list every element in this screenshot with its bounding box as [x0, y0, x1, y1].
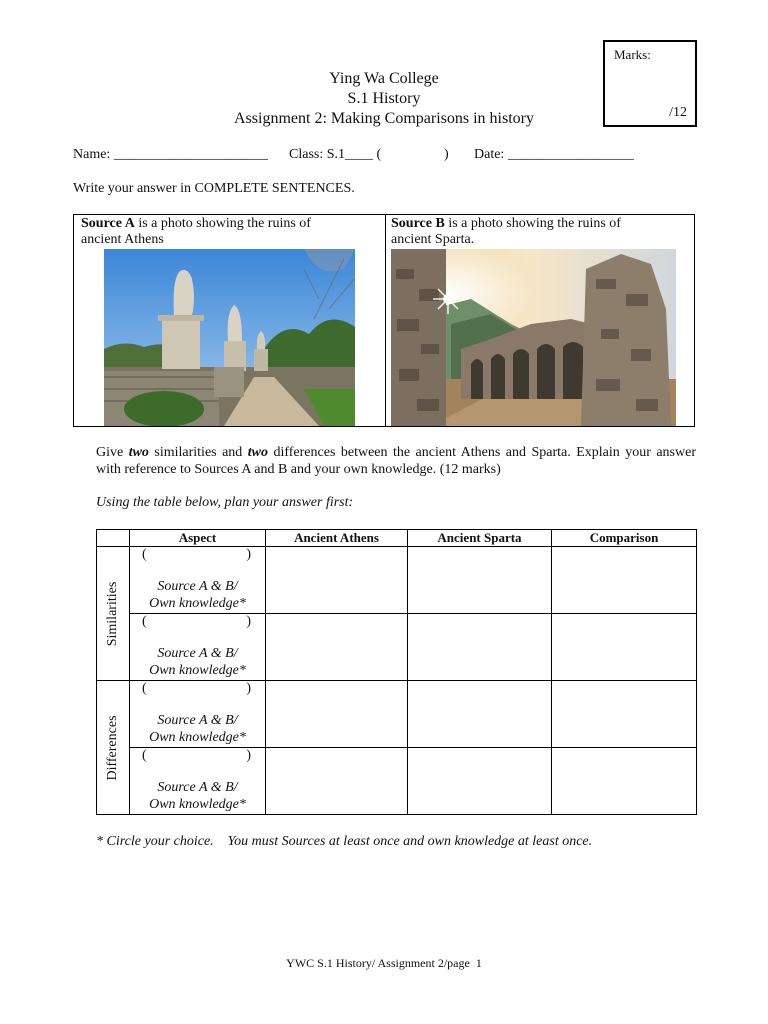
differences-label: Differences — [105, 714, 120, 781]
table-row — [97, 547, 697, 614]
header-aspect: Aspect — [130, 530, 266, 547]
question-text — [96, 444, 696, 478]
aspect-paren-open: ( — [142, 748, 147, 763]
aspect-paren-close: ) — [246, 748, 251, 763]
source-b-text-line2: ancient Sparta. — [391, 232, 475, 247]
source-choice[interactable] — [130, 712, 265, 746]
comparison-answer-cell[interactable] — [552, 748, 697, 815]
source-choice[interactable] — [130, 779, 265, 813]
header-ancient-athens: Ancient Athens — [266, 530, 408, 547]
aspect-paren-close: ) — [246, 547, 251, 562]
athens-answer-cell[interactable] — [266, 614, 408, 681]
question-emphasis-two-1: two — [128, 445, 149, 460]
marks-total: /12 — [669, 105, 687, 120]
choice-own-knowledge: Own knowledge* — [149, 730, 246, 745]
source-b-text: is a photo showing the ruins of — [444, 216, 621, 231]
aspect-paren-close: ) — [246, 681, 251, 696]
sparta-answer-cell[interactable] — [408, 547, 552, 614]
marks-label: Marks: — [614, 47, 651, 62]
source-a-caption — [81, 216, 381, 248]
question-part-1: Give — [96, 445, 129, 460]
instruction: Write your answer in COMPLETE SENTENCES. — [73, 181, 355, 196]
sparta-answer-cell[interactable] — [408, 748, 552, 815]
choice-own-knowledge: Own knowledge* — [149, 663, 246, 678]
source-b-label: Source B — [391, 216, 445, 231]
similarities-label: Similarities — [105, 581, 120, 646]
aspect-paren-close: ) — [246, 614, 251, 629]
comparison-answer-cell[interactable] — [552, 681, 697, 748]
source-a-photo — [104, 249, 355, 426]
aspect-paren-open: ( — [142, 614, 147, 629]
choice-sources: Source A & B/ — [157, 713, 238, 728]
question-emphasis-two-2: two — [247, 445, 268, 460]
source-a-text-line2: ancient Athens — [81, 232, 164, 247]
sources-box — [73, 214, 695, 427]
assignment-title: Assignment 2: Making Comparisons in history — [234, 110, 534, 127]
page-footer: YWC S.1 History/ Assignment 2/page 1 — [286, 956, 482, 970]
athens-answer-cell[interactable] — [266, 748, 408, 815]
question-part-2: similarities and — [148, 445, 248, 460]
athens-answer-cell[interactable] — [266, 547, 408, 614]
aspect-cell[interactable] — [130, 748, 266, 815]
comparison-answer-cell[interactable] — [552, 614, 697, 681]
header-comparison: Comparison — [552, 530, 697, 547]
choice-sources: Source A & B/ — [157, 780, 238, 795]
similarities-group-cell — [97, 547, 130, 681]
sparta-answer-cell[interactable] — [408, 614, 552, 681]
name-field[interactable]: Name: ______________________ — [73, 147, 268, 162]
question-part-3: differences between the ancient Athens and Sparta. Explain your answer with reference to Sources A and B and your own knowledge. (12 marks) — [96, 445, 696, 477]
comparison-answer-cell[interactable] — [552, 547, 697, 614]
source-b-caption — [391, 216, 691, 248]
source-choice[interactable] — [130, 645, 265, 679]
date-field[interactable]: Date: __________________ — [474, 147, 634, 162]
differences-group-cell — [97, 681, 130, 815]
athens-ruins-image — [104, 249, 355, 426]
source-b-photo — [391, 249, 676, 426]
table-row — [97, 748, 697, 815]
footnote: * Circle your choice. You must Sources at least once and own knowledge at least once. — [96, 834, 593, 849]
choice-own-knowledge: Own knowledge* — [149, 596, 246, 611]
school-name: Ying Wa College — [329, 70, 439, 87]
sparta-answer-cell[interactable] — [408, 681, 552, 748]
subject-title: S.1 History — [347, 90, 421, 107]
aspect-paren-open: ( — [142, 547, 147, 562]
aspect-cell[interactable] — [130, 614, 266, 681]
class-number-close: ) — [444, 147, 449, 162]
source-choice[interactable] — [130, 578, 265, 612]
table-row — [97, 614, 697, 681]
planning-table — [96, 529, 697, 815]
header-blank — [97, 530, 130, 547]
choice-sources: Source A & B/ — [157, 646, 238, 661]
table-row — [97, 681, 697, 748]
table-header-row — [97, 530, 697, 547]
choice-sources: Source A & B/ — [157, 579, 238, 594]
source-a-text: is a photo showing the ruins of — [134, 216, 311, 231]
athens-answer-cell[interactable] — [266, 681, 408, 748]
sparta-ruins-image — [391, 249, 676, 426]
plan-instruction: Using the table below, plan your answer first: — [96, 495, 354, 510]
source-a-label: Source A — [81, 216, 135, 231]
choice-own-knowledge: Own knowledge* — [149, 797, 246, 812]
class-field[interactable]: Class: S.1____ ( — [289, 147, 382, 162]
sources-divider — [385, 215, 386, 426]
aspect-paren-open: ( — [142, 681, 147, 696]
aspect-cell[interactable] — [130, 681, 266, 748]
header-ancient-sparta: Ancient Sparta — [408, 530, 552, 547]
aspect-cell[interactable] — [130, 547, 266, 614]
